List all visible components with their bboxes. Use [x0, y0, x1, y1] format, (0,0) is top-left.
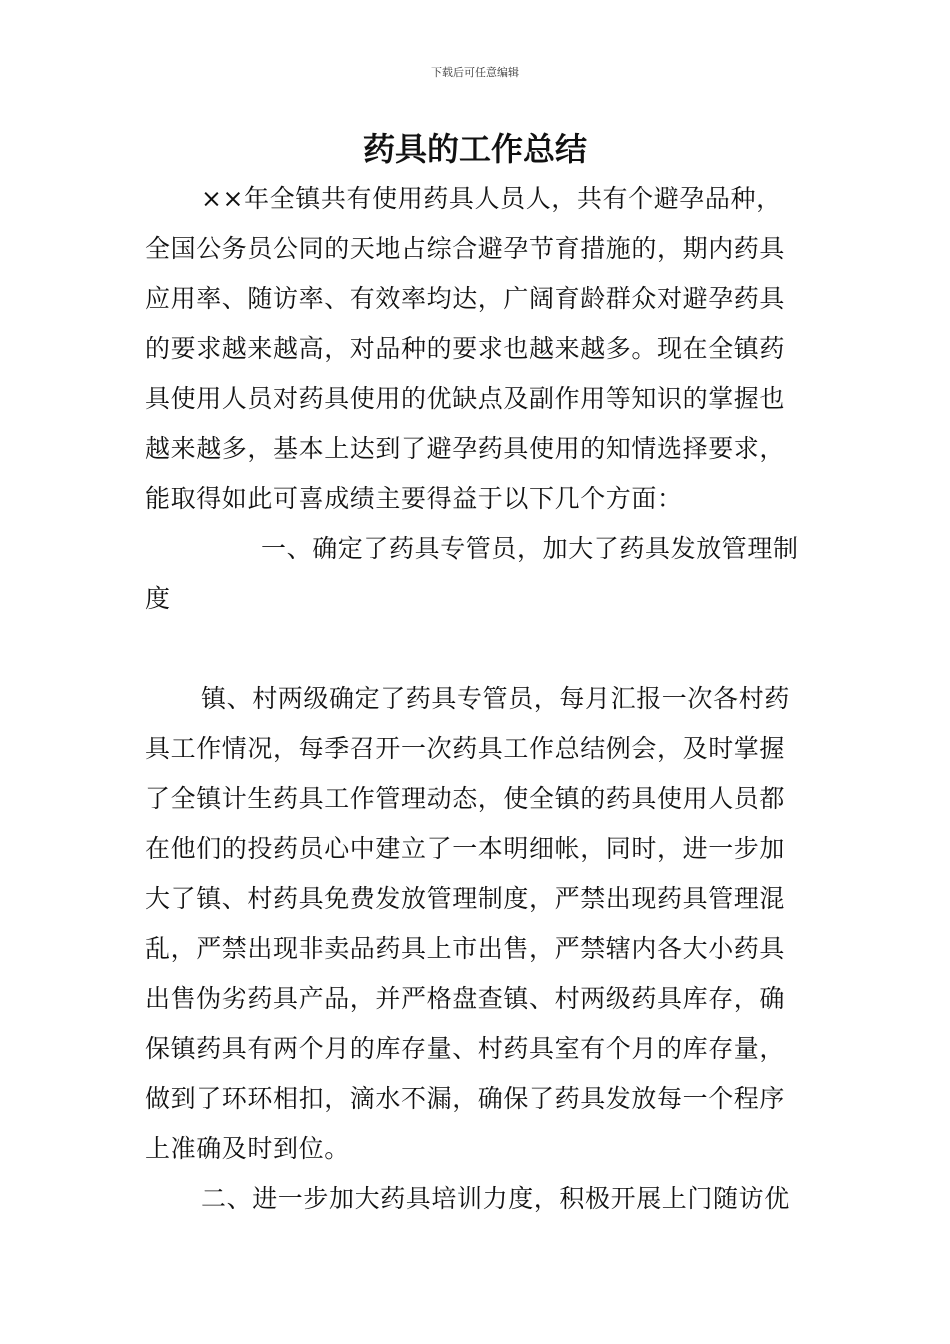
paragraph-1-line-1: ××年全镇共有使用药具人员人，共有个避孕品种， [201, 184, 782, 213]
paragraph-1-line-7: 能取得如此可喜成绩主要得益于以下几个方面： [145, 484, 683, 513]
paragraph-1-line-3: 应用率、随访率、有效率均达，广阔育龄群众对避孕药具 [145, 284, 786, 313]
paragraph-2-line-3: 了全镇计生药具工作管理动态，使全镇的药具使用人员都 [145, 784, 786, 813]
paragraph-1-line-5: 具使用人员对药具使用的优缺点及副作用等知识的掌握也 [145, 384, 786, 413]
section-2-heading-line-1: 二、进一步加大药具培训力度，积极开展上门随访优 [201, 1184, 790, 1213]
paragraph-2-line-1: 镇、村两级确定了药具专管员，每月汇报一次各村药 [201, 684, 790, 713]
paragraph-2-line-2: 具工作情况，每季召开一次药具工作总结例会，及时掌握 [145, 734, 786, 763]
paragraph-2-line-4: 在他们的投药员心中建立了一本明细帐，同时，进一步加 [145, 834, 786, 863]
paragraph-2-line-10: 上准确及时到位。 [145, 1134, 350, 1163]
paragraph-2-line-6: 乱，严禁出现非卖品药具上市出售，严禁辖内各大小药具 [145, 934, 786, 963]
paragraph-2-line-7: 出售伪劣药具产品，并严格盘查镇、村两级药具库存，确 [145, 984, 786, 1013]
paragraph-1-line-2: 全国公务员公同的天地占综合避孕节育措施的，期内药具 [145, 234, 786, 263]
section-1-heading-line-2: 度 [145, 584, 171, 613]
paragraph-2-line-5: 大了镇、村药具免费发放管理制度，严禁出现药具管理混 [145, 884, 786, 913]
section-1-heading-line-1: 一、确定了药具专管员，加大了药具发放管理制 [261, 534, 799, 563]
header-note: 下载后可任意编辑 [431, 66, 519, 79]
document-title: 药具的工作总结 [362, 130, 587, 168]
paragraph-1-line-6: 越来越多，基本上达到了避孕药具使用的知情选择要求， [145, 434, 786, 463]
paragraph-1-line-4: 的要求越来越高，对品种的要求也越来越多。现在全镇药 [145, 334, 786, 363]
paragraph-2-line-8: 保镇药具有两个月的库存量、村药具室有个月的库存量， [145, 1034, 786, 1063]
paragraph-2-line-9: 做到了环环相扣，滴水不漏，确保了药具发放每一个程序 [145, 1084, 786, 1113]
